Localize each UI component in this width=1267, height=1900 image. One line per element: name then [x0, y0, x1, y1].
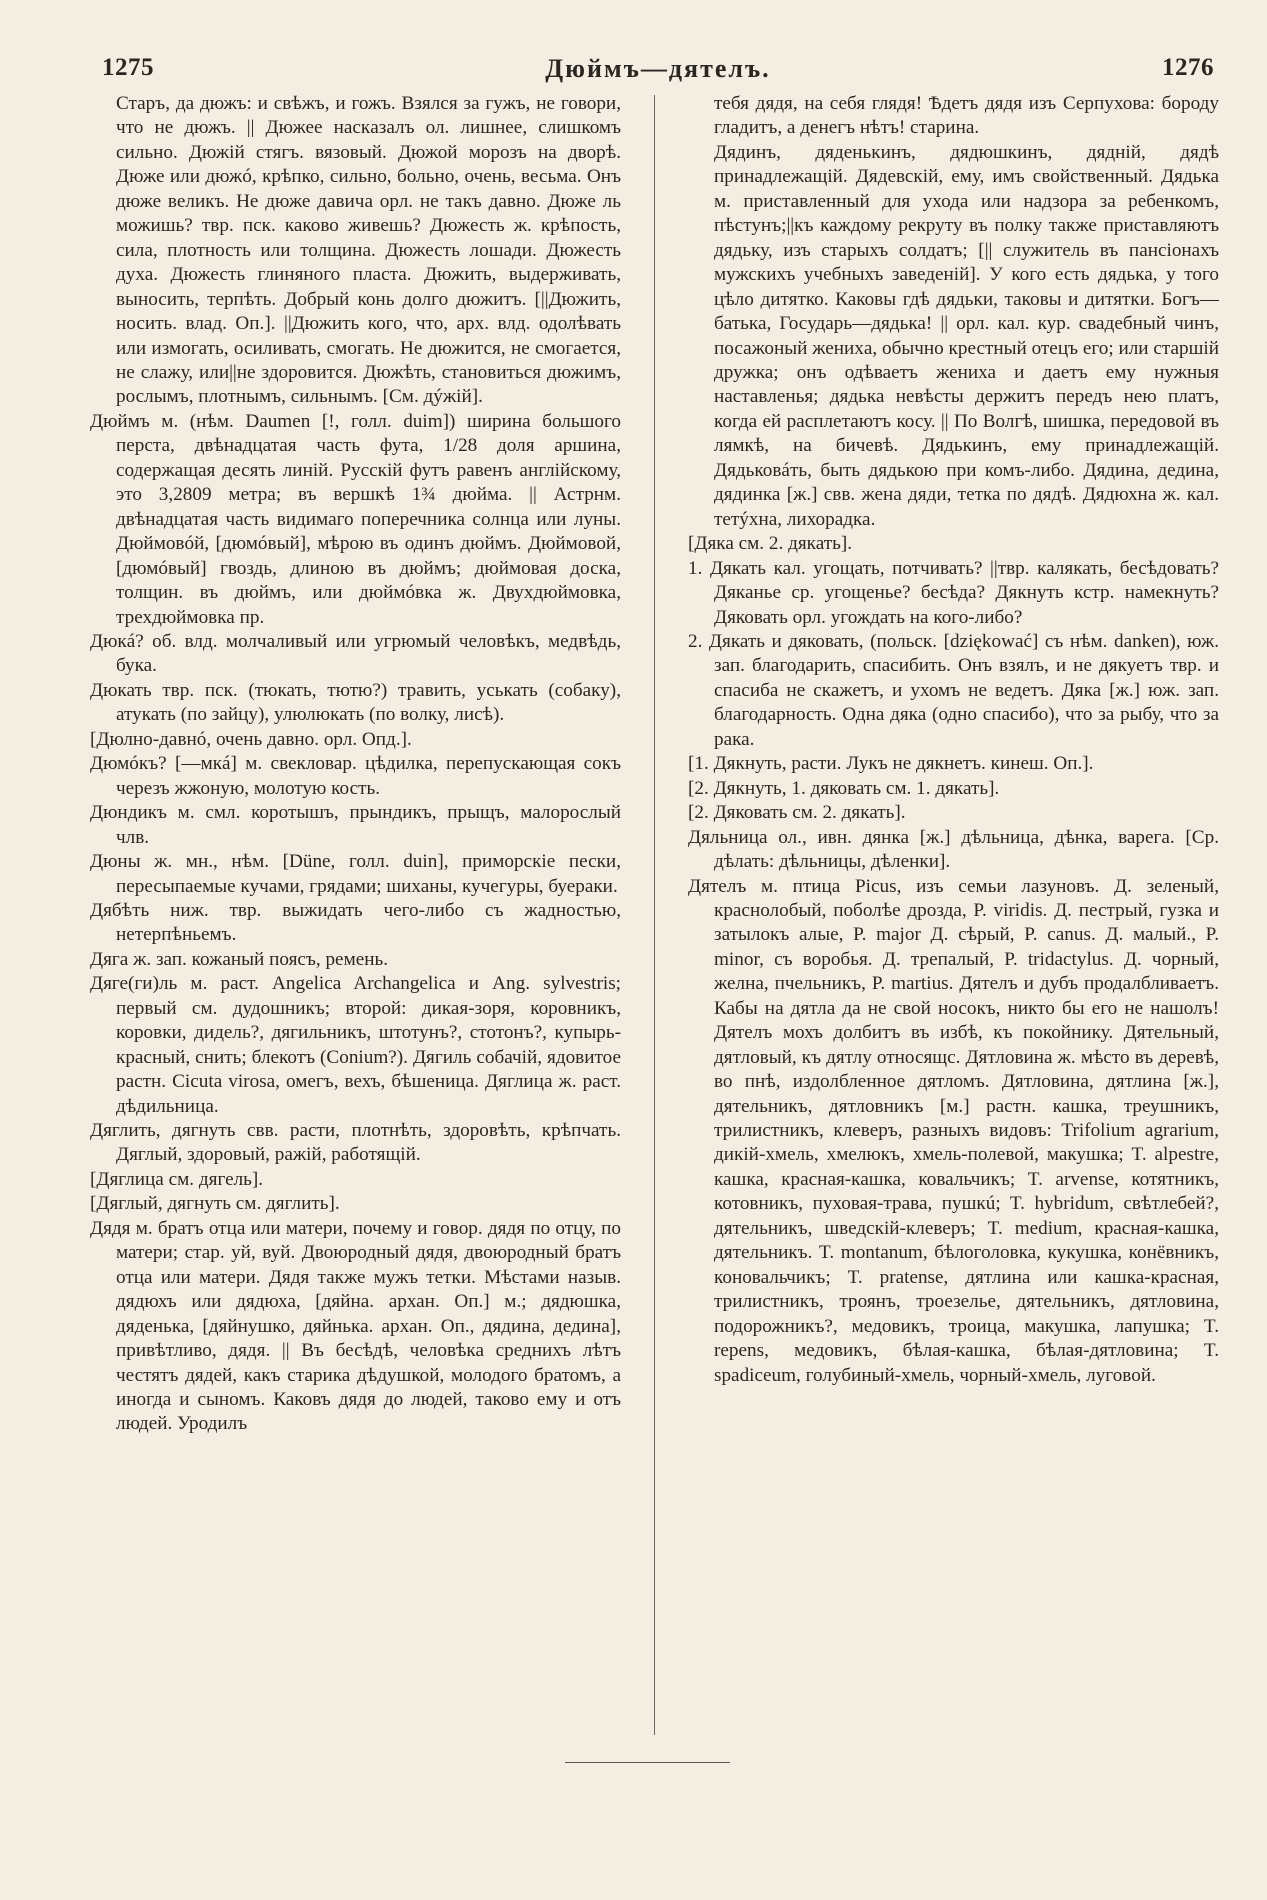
- column-divider: [654, 95, 655, 1735]
- dictionary-entry: [2. Дякнуть, 1. дяковать см. 1. дякать].: [688, 777, 1000, 799]
- dictionary-entry: Дяглить, дягнуть свв. расти, плотнѣть, здоровѣть, крѣпчать. Дяглый, здоровый, ражій, работящій.: [90, 1120, 621, 1166]
- dictionary-entry: Дюймъ м. (нѣм. Daumen [!, голл. duim]) ширина большого перста, двѣнадцатая часть фута, 1/28 доля аршина, содержащая десять линій. Русскій футъ равенъ англійскому, это 3,2809 метра; въ вершкѣ 1¾ дюйма. || Астрнм. двѣнадцатая часть видимаго поперечника солнца или луны. Дюймовóй, [дюмóвый], мѣрою въ одинъ дюймъ. Дюймовой, [дюмóвый] гвоздь, длиною въ дюймъ; дюймовая доска, толщин. въ дюймъ, или дюймóвка ж. Двухдюймовка, трехдюймовка пр.: [90, 410, 621, 628]
- dictionary-entry: Дюкá? об. влд. молчаливый или угрюмый человѣкъ, медвѣдь, бука.: [90, 630, 621, 677]
- dictionary-entry: 2. Дякать и дяковать, (польск. [dziękować] съ нѣм. danken), юж. зап. благодарить, спасибить. Онъ взялъ, и не дякуетъ твр. и спасиба не скажетъ, и ухомъ не ведетъ. Дяка [ж.] юж. зап. благодарность. Одна дяка (одно спасибо), что за рыбу, что за рака.: [688, 630, 1219, 750]
- dictionary-entry: Дяга ж. зап. кожаный поясъ, ремень.: [90, 948, 389, 970]
- page-title: Дюймъ—дятелъ.: [545, 54, 771, 83]
- dictionary-entry: Старъ, да дюжъ: и свѣжъ, и гожъ. Взялся за гужъ, не говори, что не дюжъ. || Дюжее наскaзалъ ол. лишнее, слишкомъ сильно. Дюжій стягъ. вязовый. Дюжой морозъ на дворѣ. Дюже или дюжó, крѣпко, сильно, больно, очень, весьма. Онъ дюже великъ. Не дюже давича орл. не такъ давно. Дюже ль можишь? твр. пск. каково живешь? Дюжесть ж. крѣпость, сила, плотность или толщина. Дюжесть лошади. Дюжесть духа. Дюжесть глиняного пласта. Дюжить, выдерживать, выносить, терпѣть. Добрый конь долго дюжитъ. [||Дюжить, носить. влад. Оп.]. ||Дюжить кого, что, арх. влд. одолѣвать или измогать, осиливать, смогать. Не дюжится, не смогается, не слажу, или||не здоровится. Дюжѣть, становиться дюжимъ, рослымъ, плотнымъ, сильнымъ. [См. дýжій].: [116, 93, 621, 408]
- dictionary-entry: тебя дядя, на себя глядя! Ѣдетъ дядя изъ Серпухова: бороду гладитъ, а денегъ нѣтъ! старина.: [714, 93, 1219, 139]
- dictionary-entry: [Дюлно-давнó, очень давно. орл. Опд.].: [90, 728, 412, 750]
- dictionary-entry: Дядя м. братъ отца или матери, почему и говор. дядя по отцу, по матери; стар. уй, вуй. Двоюродный дядя, двоюродный братъ отца или матери. Дядя также мужъ тетки. Мѣстами назыв. дядюхъ или дядюха, [дяйна. архан. Оп.] м.; дядюшка, дяденька, [дяйнушко, дяйнька. архан. Оп., дядина, дедина], привѣтливо, дядя. || Въ бесѣдѣ, человѣка среднихъ лѣтъ честятъ дядей, какъ старика дѣдушкой, молодого братомъ, а иногда и сыномъ. Каковъ дядя до людей, таково ему и отъ людей. Уродилъ: [90, 1217, 621, 1435]
- dictionary-entry: [Дяглица см. дягель].: [90, 1168, 264, 1190]
- dictionary-entry: Дюкать твр. пск. (тюкать, тютю?) травить, уськать (собаку), атукать (по зайцу), улюлюкать (по волку, лисѣ).: [90, 679, 621, 726]
- dictionary-entry: Дябѣть ниж. твр. выжидать чего-либо съ жадностью, нетерпѣньемъ.: [90, 899, 621, 946]
- dictionary-entry: Дяльница ол., ивн. дянка [ж.] дѣльница, дѣнка, варега. [Ср. дѣлать: дѣльницы, дѣленки].: [688, 826, 1219, 873]
- dictionary-entry: [2. Дяковать см. 2. дякать].: [688, 802, 906, 824]
- dictionary-entry: Дюны ж. мн., нѣм. [Düne, голл. duin], приморскіе пески, пересыпаемые кучами, грядами; шиханы, кучегуры, буераки.: [90, 851, 621, 897]
- page-number-left: 1275: [102, 54, 154, 81]
- left-column: [90, 92, 621, 1732]
- dictionary-entry: Дятелъ м. птица Picus, изъ семьи лазуновъ. Д. зеленый, краснолобый, поболѣе дрозда, P. viridis. Д. пестрый, гузка и затылокъ алые, P. major Д. сѣрый, P. canus. Д. малый., P. minor, съ воробья. Д. трепалый, P. tridactylus. Д. чорный, желна, пчельникъ, P. martius. Дятелъ и дубъ продалбливаетъ. Кабы на дятла да не свой носокъ, никто бы его не нашолъ! Дятелъ мохъ долбитъ въ избѣ, къ покойнику. Дятельный, дятловый, къ дятлу относящс. Дятловина ж. мѣсто въ деревѣ, во пнѣ, издолбленное дятломъ. Дятловина, дятлина [ж.], дятельникъ, дятловникъ [м.] растн. кашка, треушникъ, трилистникъ, клеверъ, разныхъ видовъ: Trifolium agrarium, дикій-хмель, хмелюкъ, хмель-полевой, макушка; T. alpestre, кашка, красная-кашка, ковальчикъ; T. arvense, котятникъ, котовникъ, пуховая-трава, пушкú; T. hybridum, свѣтлебей?, дятельникъ, шведскій-клеверъ; T. medium, красная-кашка, дятельникъ. T. montanum, бѣлоголовка, кукушка, конёвникъ, коновальчикъ; T. pratense, дятлина или кашка-красная, трилистникъ, троянъ, троезелье, дятельникъ, дятловина, подорожникъ?, медовикъ, троица, макушка, лапушка; T. repens, медовикъ, бѣлая-кашка, бѣлая-дятловина; T. spadiceum, голубиный-хмель, чорный-хмель, луговой.: [688, 875, 1219, 1386]
- right-column: [688, 92, 1219, 1732]
- dictionary-entry: 1. Дякать кал. угощать, потчивать? ||твр. калякать, бесѣдовать? Дяканье ср. угощенье? бесѣда? Дякнуть кстр. намекнуть? Дяковать орл. угождать на кого-либо?: [688, 557, 1219, 628]
- dictionary-entry: Дюмóкъ? [—мкá] м. свекловар. цѣдилка, перепускающая сокъ черезъ жжоную, молотую кость.: [90, 753, 621, 799]
- footer-rule: [565, 1762, 730, 1763]
- page-number-right: 1276: [1162, 54, 1214, 81]
- dictionary-entry: [Дяглый, дягнуть см. дяглить].: [90, 1193, 340, 1215]
- dictionary-entry: [Дяка см. 2. дякать].: [688, 533, 853, 555]
- dictionary-entry: Дюндикъ м. смл. коротышъ, прындикъ, прыщъ, малорослый члв.: [90, 802, 621, 848]
- dictionary-entry: Дядинъ, дяденькинъ, дядюшкинъ, дядній, дядѣ принадлежащій. Дядевскій, ему, имъ свойственный. Дядька м. приставленный для ухода или надзора за ребенкомъ, пѣстунъ;||къ каждому рекруту въ полку также приставляютъ дядьку, изъ старыхъ солдатъ; [|| служитель въ пансіонахъ мужскихъ учебныхъ заведеній]. У кого есть дядька, у того цѣло дитятко. Каковы гдѣ дядьки, таковы и дитятки. Богъ—батька, Государь—дядька! || орл. кал. кур. свадебный чинъ, посажоный женихa, обычно крестный отецъ его; или старшій дружка; онъ одѣваетъ жениха и даетъ ему нужныя наставленья; дядька невѣсты держитъ передъ нею платъ, когда ей расплетаютъ косу. || По Волгѣ, шишка, передовой въ лямкѣ, на бичевѣ. Дядькинъ, ему принадлежащій. Дядьковáть, быть дядькою при комъ-либо. Дядина, дедина, дядинка [ж.] свв. жена дяди, тетка по дядѣ. Дядюхна ж. кал. тетýхна, лихорадка.: [714, 141, 1219, 530]
- dictionary-entry: [1. Дякнуть, расти. Лукъ не дякнетъ. кинеш. Оп.].: [688, 753, 1094, 775]
- page-header: [102, 50, 1214, 90]
- dictionary-entry: Дяге(ги)ль м. раст. Angelica Archangelica и Ang. sylvestris; первый см. дудошникъ; второй: дикая-зоря, коровникъ, коровки, дидель?, дягильникъ, штотунъ?, стотонъ?, купырь-красный, снить; блекотъ (Conium?). Дягиль собачій, ядовитое растн. Cicuta virosa, омегъ, вехъ, бѣшеница. Дяглица ж. раст. дѣдильница.: [90, 973, 621, 1117]
